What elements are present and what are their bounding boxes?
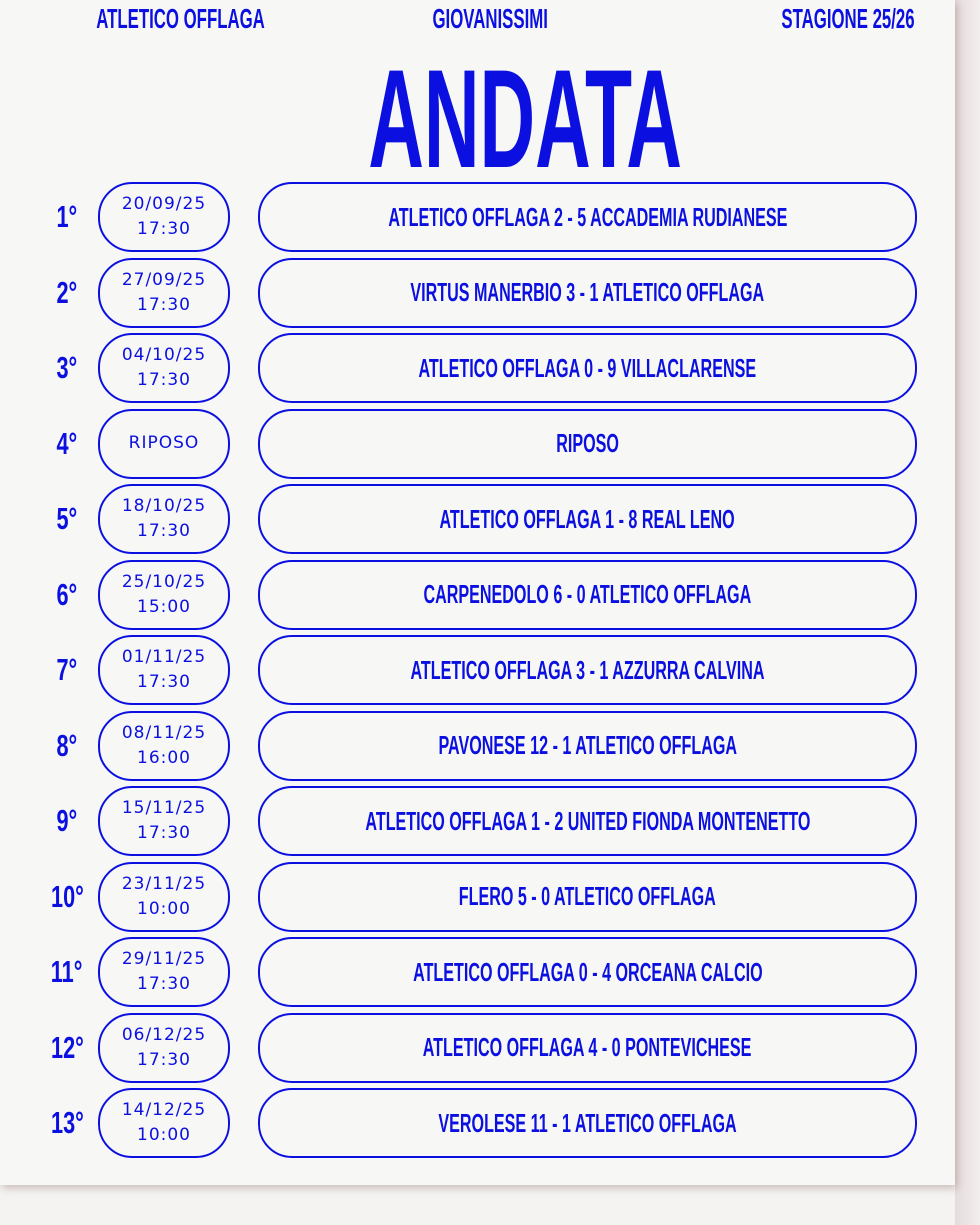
match-text: PAVONESE 12 - 1 ATLETICO OFFLAGA <box>438 730 737 760</box>
round-number: 8° <box>56 727 78 763</box>
fixture-row <box>0 937 955 1007</box>
date-text: 01/11/25 <box>121 647 207 667</box>
date-text: 25/10/25 <box>121 571 207 592</box>
fixture-row <box>0 1013 955 1083</box>
round-number: 5° <box>56 501 78 536</box>
match-pill <box>258 786 917 856</box>
round-number: 3° <box>56 350 78 385</box>
date-text: 29/11/25 <box>121 949 207 969</box>
match-text: ATLETICO OFFLAGA 3 - 1 AZZURRA CALVINA <box>410 654 765 685</box>
date-pill <box>98 862 230 932</box>
date-text: 04/10/25 <box>121 345 207 365</box>
fixture-row <box>0 182 955 252</box>
match-pill <box>258 333 917 403</box>
date-pill <box>98 786 230 856</box>
time-text: 17:30 <box>137 294 191 315</box>
time-text: 17:30 <box>137 521 191 541</box>
date-text: 14/12/25 <box>121 1100 207 1120</box>
round-number: 10° <box>50 878 84 914</box>
date-pill <box>98 182 230 252</box>
date-text: RIPOSO <box>128 433 200 453</box>
round-number: 7° <box>56 652 78 687</box>
match-pill <box>258 409 917 479</box>
match-text: ATLETICO OFFLAGA 1 - 8 REAL LENO <box>439 503 736 534</box>
season: STAGIONE 25/26 <box>781 3 915 34</box>
fixture-row <box>0 560 955 630</box>
date-text: 18/10/25 <box>121 496 207 516</box>
date-pill <box>98 1013 230 1083</box>
fixture-row <box>0 1088 955 1158</box>
match-text: VEROLESE 11 - 1 ATLETICO OFFLAGA <box>438 1107 737 1138</box>
match-text: CARPENEDOLO 6 - 0 ATLETICO OFFLAGA <box>423 579 752 609</box>
club-name: ATLETICO OFFLAGA <box>96 3 265 34</box>
paper-edge <box>955 0 980 1225</box>
round-number: 1° <box>56 199 78 234</box>
match-pill <box>258 1013 917 1083</box>
date-pill <box>98 258 230 328</box>
match-pill <box>258 484 917 554</box>
round-number: 2° <box>56 274 78 310</box>
date-text: 27/09/25 <box>121 269 207 290</box>
category: GIOVANISSIMI <box>432 3 548 34</box>
date-pill <box>98 409 230 479</box>
round-number: 11° <box>51 954 83 989</box>
match-text: ATLETICO OFFLAGA 2 - 5 ACCADEMIA RUDIANESE <box>387 201 788 232</box>
round-number: 13° <box>50 1105 84 1140</box>
date-text: 20/09/25 <box>121 194 207 214</box>
time-text: 17:30 <box>137 672 191 692</box>
time-text: 17:30 <box>137 823 191 843</box>
fixture-row <box>0 258 955 328</box>
date-pill <box>98 560 230 630</box>
match-pill <box>258 182 917 252</box>
fixture-row <box>0 484 955 554</box>
date-pill <box>98 484 230 554</box>
round-number: 12° <box>50 1029 84 1065</box>
time-text: 16:00 <box>137 747 191 768</box>
match-pill <box>258 711 917 781</box>
round-number: 4° <box>56 425 78 461</box>
match-text: FLERO 5 - 0 ATLETICO OFFLAGA <box>458 881 717 911</box>
fixture-row <box>0 635 955 705</box>
round-number: 9° <box>56 803 78 838</box>
date-pill <box>98 937 230 1007</box>
fixture-row <box>0 786 955 856</box>
date-pill <box>98 635 230 705</box>
date-text: 06/12/25 <box>121 1024 207 1045</box>
time-text: 10:00 <box>137 898 191 919</box>
match-text: RIPOSO <box>556 428 619 458</box>
time-text: 17:30 <box>137 370 191 390</box>
date-pill <box>98 1088 230 1158</box>
date-pill <box>98 711 230 781</box>
page-title: ANDATA <box>368 40 682 197</box>
match-pill <box>258 1088 917 1158</box>
time-text: 17:30 <box>137 219 191 239</box>
match-text: ATLETICO OFFLAGA 0 - 9 VILLACLARENSE <box>418 352 757 383</box>
date-pill <box>98 333 230 403</box>
match-pill <box>258 937 917 1007</box>
match-pill <box>258 258 917 328</box>
match-text: ATLETICO OFFLAGA 0 - 4 ORCEANA CALCIO <box>412 956 763 987</box>
fixture-row <box>0 862 955 932</box>
fixture-row <box>0 333 955 403</box>
fixture-row <box>0 409 955 479</box>
match-text: ATLETICO OFFLAGA 4 - 0 PONTEVICHESE <box>423 1032 752 1062</box>
date-text: 15/11/25 <box>121 798 207 818</box>
match-text: VIRTUS MANERBIO 3 - 1 ATLETICO OFFLAGA <box>410 277 765 307</box>
match-pill <box>258 560 917 630</box>
round-number: 6° <box>56 576 78 612</box>
date-text: 08/11/25 <box>121 722 207 743</box>
time-text: 17:30 <box>137 974 191 994</box>
time-text: 10:00 <box>137 1125 191 1145</box>
match-pill <box>258 862 917 932</box>
match-text: ATLETICO OFFLAGA 1 - 2 UNITED FIONDA MONTENETTO <box>364 805 811 836</box>
date-text: 23/11/25 <box>121 873 207 894</box>
time-text: 17:30 <box>137 1049 191 1070</box>
match-pill <box>258 635 917 705</box>
fixture-row <box>0 711 955 781</box>
time-text: 15:00 <box>137 596 191 617</box>
